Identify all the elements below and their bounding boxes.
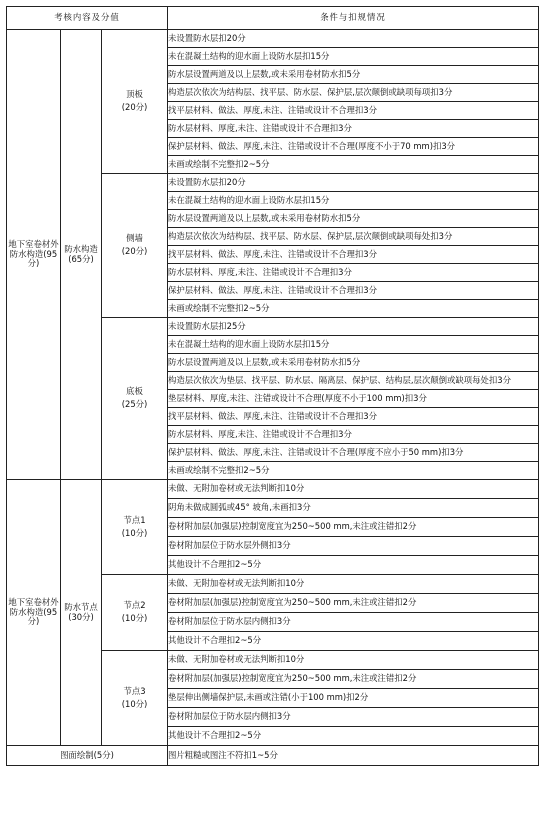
- criteria-cell: 未在混凝土结构的迎水面上设防水层扣15分: [168, 336, 539, 354]
- criteria-cell: 其他设计不合理扣2~5分: [168, 632, 539, 651]
- scoring-table-sheet: [6, 6, 539, 766]
- criteria-cell: 未设置防水层扣20分: [168, 30, 539, 48]
- criteria-cell: 卷材附加层位于防水层内侧扣3分: [168, 708, 539, 727]
- criteria-cell: 构造层次依次为结构层、找平层、防水层、保护层,层次颠倒或缺项每处扣3分: [168, 228, 539, 246]
- group-score: (10分): [121, 527, 148, 538]
- scoring-table: [6, 6, 539, 766]
- group-cell: [102, 318, 168, 480]
- group-cell: [102, 174, 168, 318]
- criteria-cell: 卷材附加层位于防水层外侧扣3分: [168, 537, 539, 556]
- criteria-cell: 构造层次依次为垫层、找平层、防水层、隔离层、保护层、结构层,层次颠倒或缺项每处扣3分: [168, 372, 539, 390]
- table-row: [7, 30, 539, 48]
- section-a-sub-label: 防水构造(65分): [61, 30, 102, 480]
- criteria-cell: 卷材附加层(加强层)控制宽度宜为250~500 mm,未注或注错扣2分: [168, 594, 539, 613]
- section-a-label: 地下室卷材外防水构造(95分): [7, 30, 61, 480]
- group-cell: [102, 30, 168, 174]
- criteria-cell: 未做、无附加卷材或无法判断扣10分: [168, 651, 539, 670]
- group-score: (20分): [121, 246, 148, 256]
- criteria-cell: 未做、无附加卷材或无法判断扣10分: [168, 575, 539, 594]
- criteria-cell: 防水层设置两道及以上层数,或未采用卷材防水扣5分: [168, 210, 539, 228]
- criteria-cell: 未画或绘制不完整扣2~5分: [168, 300, 539, 318]
- criteria-cell: 找平层材料、做法、厚度,未注、注错或设计不合理扣3分: [168, 102, 539, 120]
- header-content-and-score: 考核内容及分值: [7, 7, 168, 30]
- criteria-cell: 阴角未做成圆弧或45° 坡角,未画扣3分: [168, 499, 539, 518]
- criteria-cell: 防水层材料、厚度,未注、注错或设计不合理扣3分: [168, 264, 539, 282]
- group-name: 顶板: [126, 89, 143, 100]
- criteria-cell: 未设置防水层扣20分: [168, 174, 539, 192]
- group-name: 节点3: [123, 685, 146, 696]
- criteria-cell: 未设置防水层扣25分: [168, 318, 539, 336]
- section-b-sub-label: 防水节点(30分): [61, 480, 102, 746]
- criteria-cell: 未画或绘制不完整扣2~5分: [168, 156, 539, 174]
- criteria-cell: 保护层材料、做法、厚度,未注、注错或设计不合理(厚度不应小于50 mm)扣3分: [168, 444, 539, 462]
- criteria-cell: 垫层材料、厚度,未注、注错或设计不合理(厚度不小于100 mm)扣3分: [168, 390, 539, 408]
- criteria-cell: 未画或绘制不完整扣2~5分: [168, 462, 539, 480]
- criteria-cell: 未做、无附加卷材或无法判断扣10分: [168, 480, 539, 499]
- group-name: 侧墙: [126, 233, 143, 244]
- header-criteria: 条件与扣规情况: [168, 7, 539, 30]
- group-score: (10分): [121, 698, 148, 709]
- table-header-row: [7, 7, 539, 30]
- group-cell: [102, 651, 168, 746]
- criteria-cell: 防水层设置两道及以上层数,或未采用卷材防水扣5分: [168, 66, 539, 84]
- criteria-cell: 防水层材料、厚度,未注、注错或设计不合理扣3分: [168, 120, 539, 138]
- footer-row: [7, 746, 539, 766]
- group-cell: [102, 480, 168, 575]
- criteria-cell: 找平层材料、做法、厚度,未注、注错或设计不合理扣3分: [168, 408, 539, 426]
- group-name: 节点2: [123, 600, 146, 611]
- criteria-cell: 保护层材料、做法、厚度,未注、注错或设计不合理扣3分: [168, 282, 539, 300]
- criteria-cell: 防水层设置两道及以上层数,或未采用卷材防水扣5分: [168, 354, 539, 372]
- footer-label: 图面绘制(5分): [7, 746, 168, 766]
- footer-criteria: 图片粗糙或图注不符扣1~5分: [168, 746, 539, 766]
- criteria-cell: 卷材附加层(加强层)控制宽度宜为250~500 mm,未注或注错扣2分: [168, 518, 539, 537]
- criteria-cell: 垫层伸出侧墙保护层,未画或注错(小于100 mm)扣2分: [168, 689, 539, 708]
- group-score: (25分): [121, 399, 148, 409]
- group-cell: [102, 575, 168, 651]
- table-row: [7, 480, 539, 499]
- criteria-cell: 未在混凝土结构的迎水面上设防水层扣15分: [168, 48, 539, 66]
- criteria-cell: 其他设计不合理扣2~5分: [168, 556, 539, 575]
- group-name: 节点1: [123, 514, 146, 525]
- group-name: 底板: [126, 386, 143, 397]
- criteria-cell: 防水层材料、厚度,未注、注错或设计不合理扣3分: [168, 426, 539, 444]
- criteria-cell: 找平层材料、做法、厚度,未注、注错或设计不合理扣3分: [168, 246, 539, 264]
- criteria-cell: 构造层次依次为结构层、找平层、防水层、保护层,层次颠倒或缺项每项扣3分: [168, 84, 539, 102]
- section-b-label: 地下室卷材外防水构造(95分): [7, 480, 61, 746]
- criteria-cell: 未在混凝土结构的迎水面上设防水层扣15分: [168, 192, 539, 210]
- criteria-cell: 卷材附加层(加强层)控制宽度宜为250~500 mm,未注或注错扣2分: [168, 670, 539, 689]
- group-score: (20分): [121, 102, 148, 112]
- group-score: (10分): [121, 613, 148, 623]
- criteria-cell: 其他设计不合理扣2~5分: [168, 727, 539, 746]
- criteria-cell: 卷材附加层位于防水层内侧扣3分: [168, 613, 539, 632]
- criteria-cell: 保护层材料、做法、厚度,未注、注错或设计不合理(厚度不小于70 mm)扣3分: [168, 138, 539, 156]
